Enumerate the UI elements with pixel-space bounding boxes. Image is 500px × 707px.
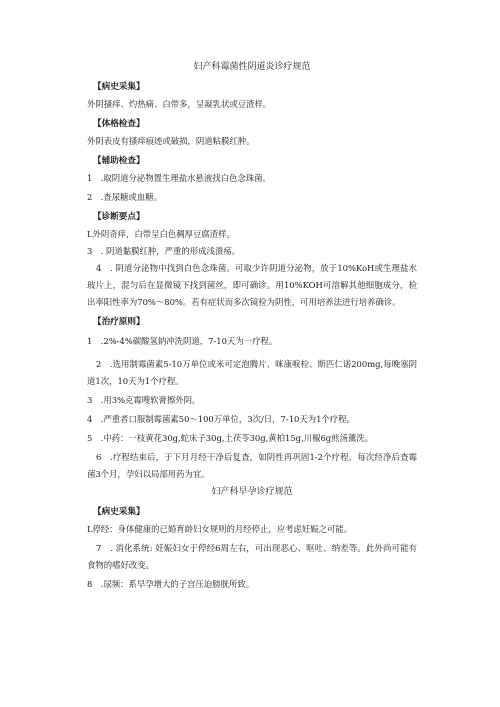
- aux-heading: 【辅助检查】: [93, 156, 145, 166]
- section-title: 妇产科早孕诊疗规范: [211, 487, 293, 497]
- treatment-item: 2 .选用制霉菌素5-10万单位或米可定泡腾片、咪康唳栓、斯匹仁诺200mg,每晚塞阴道1次，10天为1个疗程。: [87, 359, 417, 386]
- diagnosis-item: 3 . 阴道黏膜红肿，严重的形成浅溃疡。: [87, 246, 241, 256]
- treatment-item: 1 .2%-4%碳酸氢钠冲洗阴道，7-10天为一疗程。: [87, 336, 278, 346]
- history-item: 8 .尿频：系早孕增大的子宫压迫膀胱所致。: [87, 579, 255, 589]
- treatment-item: 4 .严重者口服制霉菌素50～100万单位，3次/日，7-10天为1个疗程。: [87, 414, 355, 424]
- diagnosis-item: 4 . 阴道分泌物中找到白色念珠菌。可取少许阴道分泌物，放于10%KoH或生理盐水玻片上，混匀后在显微镜下找到菌丝，即可确诊。用10%KOH可溶解其他细胞成分，检出率阳性率为70%～80%。若有症状而多次镜检为阴性，可用培养法进行培养确诊。: [87, 263, 417, 307]
- treatment-item: 6 .疗程结束后，于下月月经干净后复查，如阴性再巩固1-2个疗程，每次经净后查霉菌3个月，孕妇以局部用药为宜。: [87, 452, 417, 479]
- treatment-item: 3 .用3%克霉嗖软膏擦外阴。: [87, 395, 201, 405]
- treatment-heading: 【治疗原则】: [93, 317, 145, 327]
- section-title: 妇产科霉菌性阴道炎诊疗规范: [193, 62, 311, 72]
- history-text: 外阴搔痒、灼热痛、白带多，呈凝乳状或豆渣样。: [87, 99, 272, 109]
- history-item: L停经：身体健康的已婚育龄妇女规则的月经停止，应考虑妊娠之可能。: [87, 524, 353, 534]
- diagnosis-heading: 【诊断要点】: [93, 212, 145, 222]
- treatment-item: 5 .中药：一枝黄花30g,蛇床子30g,土茯苓30g,黄柏15g,川椒6g煎汤薰洗。: [87, 433, 374, 443]
- exam-heading: 【体格检查】: [93, 119, 145, 129]
- document-content: [87, 58, 417, 593]
- exam-text: 外阴表皮有搔痒痕迹或破损，阴道粘膜红肿。: [87, 136, 255, 146]
- aux-item: 2 .查尿糖或血糖。: [87, 192, 162, 202]
- history-heading: 【病史采集】: [93, 82, 145, 92]
- history-item: 7 . 消化系统: 妊娠妇女于停经6周左右，可出现恶心、呕吐、纳差等。此外尚可能有食物的嗜好改变。: [87, 543, 417, 570]
- aux-item: 1 .取阴道分泌物置生理盐水悬液找白色念珠菌。: [87, 173, 271, 183]
- history-heading: 【病史采集】: [93, 507, 145, 517]
- diagnosis-item: L外阴奇痒，白带呈白色稠厚豆腐渣样。: [87, 229, 235, 239]
